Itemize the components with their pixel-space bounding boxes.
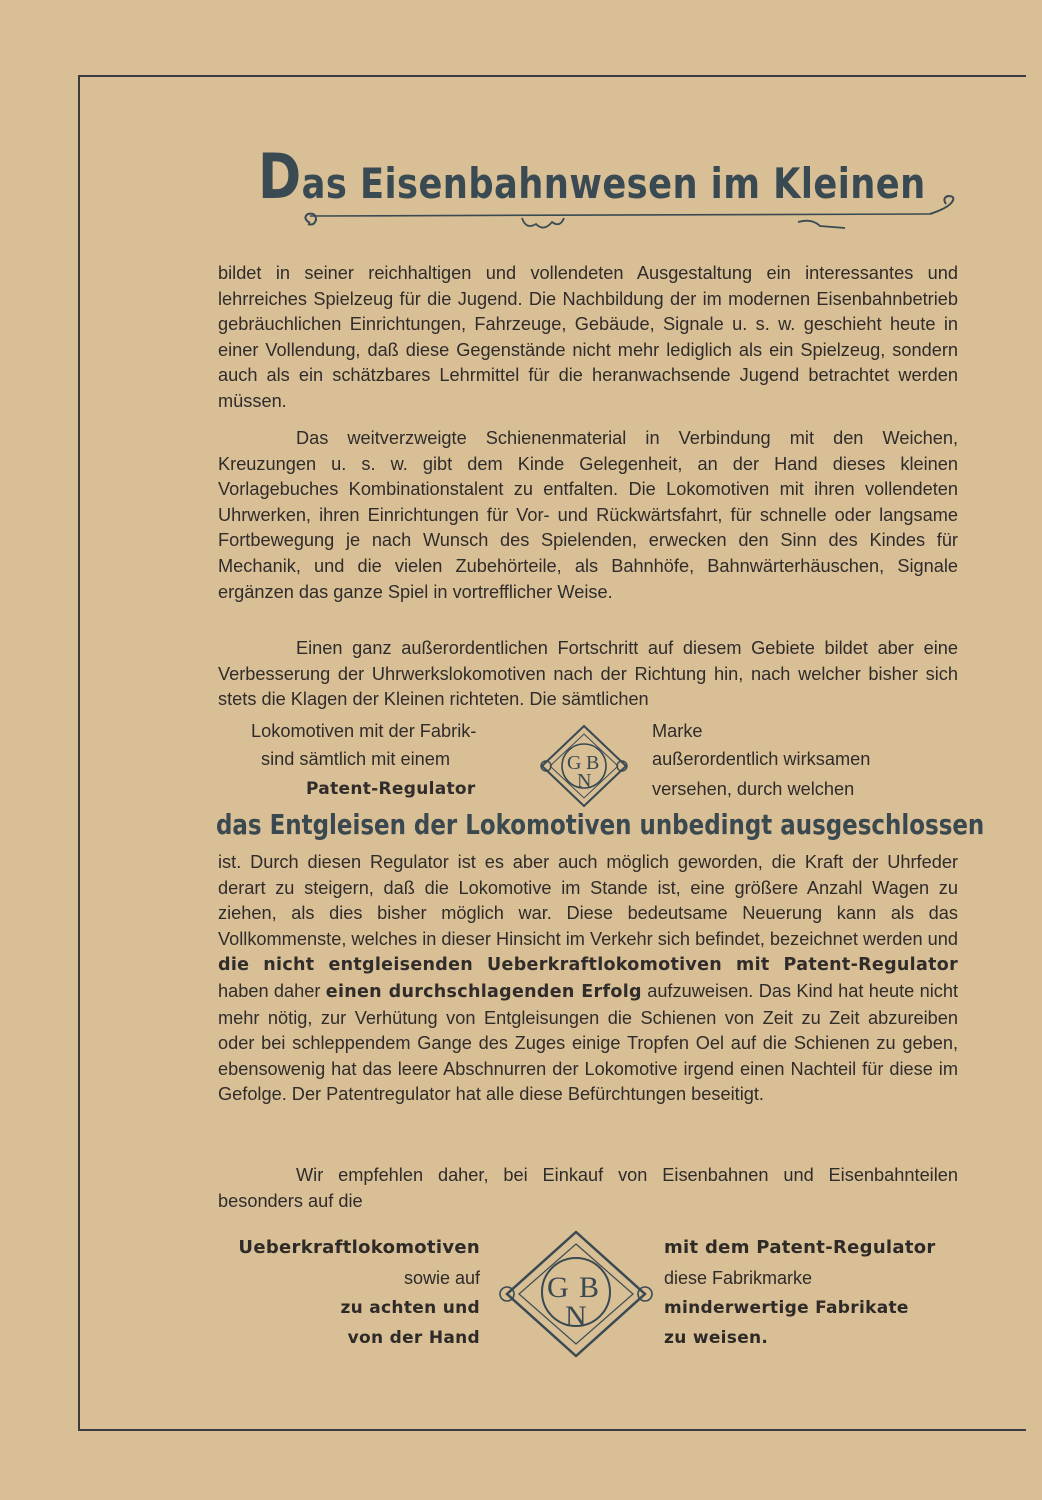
page-title: Das Eisenbahnwesen im Kleinen (258, 140, 926, 213)
paragraph-3: Einen ganz außerordentlichen Fortschritt auf diesem Gebiete bildet aber eine Verbesserung der Uhrwerkslokomotiven nach der Richtung hin, nach welcher bisher sich stets die Klagen der Kleinen richteten. Die sämtlichen (218, 638, 958, 710)
logo-large-letter-b: B (579, 1271, 600, 1304)
logo-letter-g: G (567, 752, 582, 774)
logo-large-letter-g: G (547, 1271, 569, 1304)
mark-left-line-1: Lokomotiven mit der Fabrik- (251, 721, 477, 741)
mark-right-line-3: versehen, durch welchen (652, 779, 855, 799)
mark-left-line-3: Patent-Regulator (306, 779, 476, 799)
logo-letter-n: N (577, 770, 592, 792)
paragraph-1: bildet in seiner reichhaltigen und vollendeten Ausgestaltung ein interessantes und lehrreiches Spielzeug für die Jugend. Die Nachbildung der im modernen Eisenbahnbetrieb gebräuchlichen Einrichtungen, Fahrzeuge, Gebäude, Signale u. s. w. geschieht heute in einer Vollendung, daß diese Gegenstände nicht mehr lediglich als ein Spielzeug, sondern auch als ein schätzbares Lehrmittel für die heranwachsende Jugend betrachtet werden müssen. (218, 263, 958, 411)
bottom-right-line-4: zu weisen. (664, 1328, 769, 1348)
bottom-left-line-3: zu achten und (340, 1298, 480, 1318)
gbn-trademark-logo-small (536, 722, 632, 810)
paragraph-2: Das weitverzweigte Schienenmaterial in Verbindung mit den Weichen, Kreuzungen u. s. w. gibt dem Kinde Gelegenheit, an der Hand dieses kleinen Vorlagebuches Kombinationstalent zu entfalten. Die Lokomotiven mit ihren vollendeten Uhrwerken, ihren Einrichtungen für Vor- und Rückwärtsfahrt, für schnelle oder langsame Fortbewegung je nach Wunsch des Spielenden, erwecken den Sinn des Kindes für Mechanik, und die vielen Zubehörteile, als Bahnhöfe, Bahnwärterhäuschen, Signale ergänzen das ganze Spiel in vortrefflicher Weise. (218, 428, 958, 602)
logo-large-letter-n: N (565, 1300, 587, 1333)
bottom-right-line-1: mit dem Patent-Regulator (664, 1237, 936, 1258)
mark-left-line-2: sind sämtlich mit einem (261, 749, 451, 769)
bottom-left-line-2: sowie auf (403, 1268, 480, 1288)
mark-right-line-2: außerordentlich wirksamen (652, 749, 871, 769)
logo-letter-b: B (586, 752, 600, 774)
bottom-right-line-3: minderwertige Fabrikate (664, 1298, 909, 1318)
bottom-left-line-1: Ueberkraftlokomotiven (238, 1237, 480, 1258)
bottom-left-line-4: von der Hand (347, 1328, 480, 1348)
title-underline-ornament (300, 188, 970, 243)
paragraph-5: Wir empfehlen daher, bei Einkauf von Eisenbahnen und Eisenbahnteilen besonders auf die (218, 1165, 958, 1211)
mark-right-line-1: Marke (652, 721, 703, 741)
gbn-trademark-logo-large (493, 1228, 659, 1360)
headline-derailment: das Entgleisen der Lokomotiven unbedingt ausgeschlossen (216, 808, 985, 841)
paragraph-4: ist. Durch diesen Regulator ist es aber auch möglich geworden, die Kraft der Uhrfeder derart zu steigern, daß die Lokomotive im Stande ist, eine größere Anzahl Wagen zu ziehen, als dies bisher möglich war. Diese bedeutsame Neuerung kann als das Vollkommenste, welches in dieser Hinsicht im Verkehr sich befindet, bezeichnet werden und die nicht entgleisenden Ueberkraftlokomotiven mit Patent-Regulator haben daher einen durchschlagenden Erfolg aufzuweisen. Das Kind hat heute nicht mehr nötig, zur Verhütung von Entgleisungen die Schienen von Zeit zu Zeit abzureiben oder bei schleppendem Gange des Zuges einige Tropfen Oel auf die Schienen zu geben, ebensowenig hat das leere Abschnurren der Lokomotive irgend einen Nachteil für diese im Gefolge. Der Patentregulator hat alle diese Befürchtungen beseitigt. (218, 852, 959, 1105)
bottom-right-line-2: diese Fabrikmarke (664, 1268, 813, 1288)
